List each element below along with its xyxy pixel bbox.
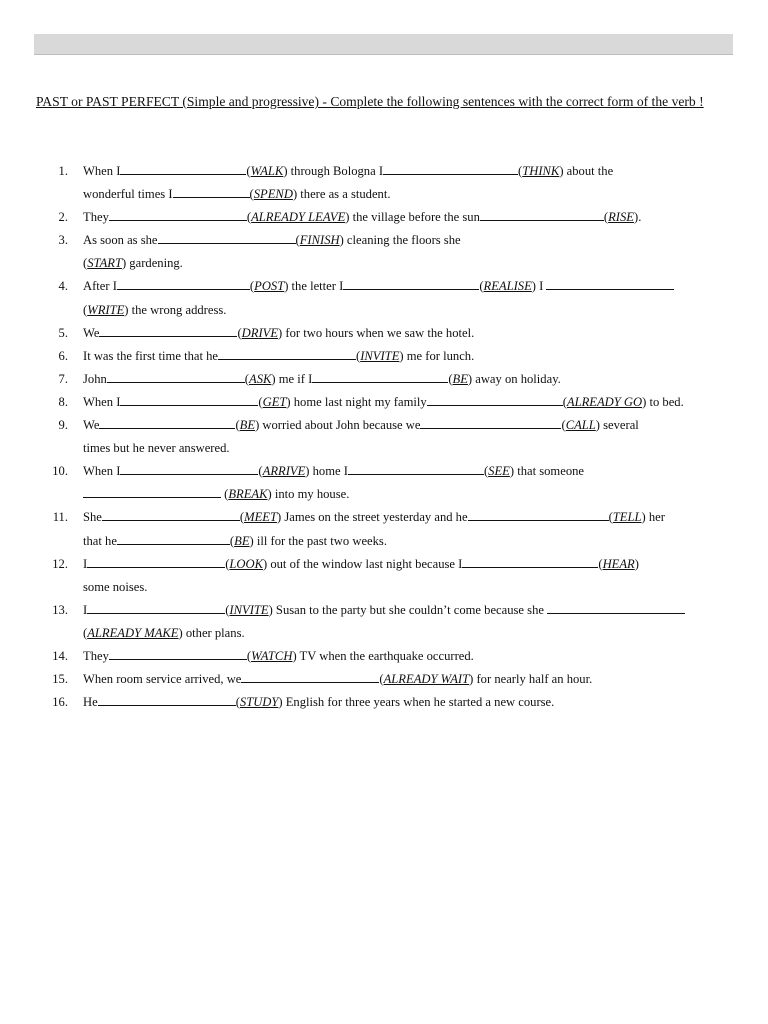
sentence-line	[0, 576, 768, 599]
sentence-text: (	[235, 418, 240, 433]
answer-blank[interactable]	[312, 370, 448, 383]
exercise-item	[0, 391, 768, 414]
sentence-text: ) for two hours when we saw the hotel.	[278, 325, 475, 340]
exercise-item	[0, 275, 768, 321]
answer-blank[interactable]	[102, 508, 240, 521]
sentence-text: (	[356, 348, 361, 363]
sentence-line	[0, 668, 768, 691]
sentence-text: (	[603, 210, 609, 225]
sentence-text: times but he never answered.	[83, 441, 230, 456]
verb-prompt: SEE	[488, 464, 510, 479]
exercise-item	[0, 460, 768, 506]
answer-blank[interactable]	[420, 416, 561, 429]
sentence-text: After I	[83, 279, 117, 294]
answer-blank[interactable]	[480, 208, 604, 221]
answer-blank[interactable]	[383, 162, 518, 175]
sentence-text: ) into my house.	[267, 487, 350, 502]
sentence-text: ) her	[641, 510, 665, 525]
sentence-text: (	[258, 394, 263, 409]
answer-blank[interactable]	[117, 277, 250, 290]
verb-prompt: BREAK	[228, 487, 268, 502]
sentence-text: (	[479, 279, 484, 294]
answer-blank[interactable]	[109, 208, 247, 221]
sentence-text: ) for nearly half an hour.	[469, 672, 593, 687]
verb-prompt: STUDY	[239, 695, 279, 710]
sentence-text: (	[246, 164, 251, 178]
sentence-text: (	[518, 164, 523, 178]
item-number: 4.	[58, 279, 68, 294]
sentence-text: ) there as a student.	[292, 187, 391, 202]
answer-blank[interactable]	[99, 324, 237, 337]
verb-prompt: ARRIVE	[262, 464, 306, 479]
instructions	[36, 92, 738, 112]
sentence-text: ) me if I	[271, 371, 313, 386]
answer-blank[interactable]	[241, 670, 379, 683]
sentence-text: (	[448, 371, 453, 386]
sentence-line	[0, 206, 768, 229]
verb-prompt: WATCH	[251, 648, 293, 663]
sentence-line	[0, 275, 768, 298]
verb-prompt: ALREADY GO	[566, 394, 643, 409]
sentence-text: We	[83, 418, 100, 433]
answer-blank[interactable]	[547, 601, 685, 614]
sentence-line	[0, 299, 768, 322]
item-number: 14.	[52, 648, 68, 663]
sentence-text: wonderful times I	[83, 187, 173, 202]
header-bar	[34, 34, 733, 55]
sentence-text: He	[83, 695, 98, 710]
sentence-line	[0, 483, 768, 506]
exercise-item	[0, 553, 768, 599]
answer-blank[interactable]	[546, 277, 674, 290]
verb-prompt: FINISH	[299, 233, 340, 248]
item-number: 5.	[58, 325, 68, 340]
sentence-text: (	[598, 556, 603, 571]
sentence-line	[0, 322, 768, 345]
sentence-text: ) the village before the sun	[345, 210, 480, 225]
item-number: 2.	[58, 210, 68, 225]
item-number: 6.	[58, 348, 68, 363]
sentence-text: ) TV when the earthquake occurred.	[292, 648, 474, 663]
exercise-item	[0, 414, 768, 460]
sentence-line	[0, 414, 768, 437]
verb-prompt: TELL	[612, 510, 642, 525]
sentence-text: ) me for lunch.	[399, 348, 475, 363]
sentence-line	[0, 460, 768, 483]
sentence-text: ) the wrong address.	[124, 302, 227, 317]
sentence-text: ) out of the window last night because I	[263, 556, 463, 571]
sentence-text: (	[295, 233, 300, 248]
item-number: 13.	[52, 602, 68, 617]
sentence-line	[0, 345, 768, 368]
sentence-text: ) Susan to the party but she couldn’t come because she	[268, 602, 548, 617]
sentence-text: (	[246, 648, 252, 663]
item-number: 3.	[58, 233, 68, 248]
sentence-line	[0, 506, 768, 529]
sentence-text: John	[83, 371, 107, 386]
verb-prompt: INVITE	[229, 602, 269, 617]
item-number: 16.	[52, 695, 68, 710]
sentence-text: ) worried about John because we	[255, 418, 421, 433]
answer-blank[interactable]	[158, 231, 296, 244]
sentence-text: (	[483, 464, 489, 479]
sentence-text: She	[83, 510, 102, 525]
sentence-text: When room service arrived, we	[83, 672, 242, 687]
sentence-text: ) several	[595, 418, 639, 433]
verb-prompt: RISE	[608, 210, 634, 225]
item-number: 15.	[52, 672, 68, 687]
sentence-text: (	[83, 625, 88, 640]
sentence-line	[0, 368, 768, 391]
sentence-text: (	[562, 394, 567, 409]
sentence-text: ) through Bologna I	[283, 164, 384, 178]
answer-blank[interactable]	[87, 555, 225, 568]
sentence-line	[0, 691, 768, 714]
sentence-line	[0, 645, 768, 668]
verb-prompt: WRITE	[87, 302, 125, 317]
sentence-text: It was the first time that he	[83, 348, 218, 363]
verb-prompt: HEAR	[602, 556, 635, 571]
exercise-item	[0, 368, 768, 391]
sentence-line	[0, 622, 768, 645]
answer-blank[interactable]	[218, 347, 356, 360]
verb-prompt: THINK	[522, 164, 560, 178]
verb-prompt: CALL	[565, 418, 596, 433]
sentence-line	[0, 229, 768, 252]
sentence-text: ) cleaning the floors she	[339, 233, 461, 248]
sentence-text: When I	[83, 394, 121, 409]
sentence-text: When I	[83, 164, 121, 178]
verb-prompt: MEET	[244, 510, 277, 525]
exercise-item	[0, 599, 768, 645]
exercise-item	[0, 229, 768, 275]
verb-prompt: ALREADY WAIT	[383, 672, 470, 687]
verb-prompt: INVITE	[360, 348, 400, 363]
sentence-text: (	[83, 256, 88, 271]
sentence-line	[0, 252, 768, 275]
sentence-text: (	[246, 210, 252, 225]
item-number: 11.	[52, 510, 68, 525]
sentence-line	[0, 391, 768, 414]
item-number: 7.	[58, 371, 68, 386]
answer-blank[interactable]	[120, 393, 258, 406]
sentence-text: (	[561, 418, 566, 433]
exercise-item	[0, 506, 768, 552]
verb-prompt: BE	[239, 418, 256, 433]
sentence-line	[0, 160, 768, 183]
verb-prompt: GET	[262, 394, 287, 409]
sentence-text: We	[83, 325, 100, 340]
answer-blank[interactable]	[348, 462, 484, 475]
sentence-text: (	[229, 533, 235, 548]
item-number: 1.	[58, 164, 68, 178]
exercise-item	[0, 645, 768, 668]
item-number: 12.	[52, 556, 68, 571]
answer-blank[interactable]	[468, 508, 609, 521]
sentence-text: ) home I	[305, 464, 348, 479]
sentence-line	[0, 530, 768, 553]
sentence-text: As soon as she	[83, 233, 158, 248]
item-number: 10.	[52, 464, 68, 479]
sentence-line	[0, 553, 768, 576]
exercise-item	[0, 345, 768, 368]
sentence-text: (	[225, 556, 230, 571]
answer-blank[interactable]	[343, 277, 479, 290]
answer-blank[interactable]	[173, 185, 250, 198]
answer-blank[interactable]	[109, 647, 247, 660]
answer-blank[interactable]	[120, 162, 246, 175]
verb-prompt: ALREADY LEAVE	[251, 210, 346, 225]
sentence-text: ) English for three years when he started a new course.	[278, 695, 555, 710]
sentence-text: (	[379, 672, 384, 687]
verb-prompt: SPEND	[253, 187, 293, 202]
answer-blank[interactable]	[87, 601, 225, 614]
answer-blank[interactable]	[83, 485, 221, 498]
verb-prompt: POST	[254, 279, 285, 294]
exercise-item	[0, 668, 768, 691]
verb-prompt: REALISE	[483, 279, 532, 294]
sentence-text: (	[258, 464, 263, 479]
answer-blank[interactable]	[117, 532, 230, 545]
verb-prompt: BE	[452, 371, 468, 386]
sentence-text: I	[83, 602, 88, 617]
sentence-text: )	[634, 556, 639, 571]
sentence-text: (	[221, 487, 229, 502]
sentence-line	[0, 437, 768, 460]
sentence-line	[0, 183, 768, 206]
sentence-text: (	[235, 695, 240, 710]
answer-blank[interactable]	[99, 416, 235, 429]
sentence-text: They	[83, 648, 109, 663]
verb-prompt: ASK	[249, 371, 272, 386]
sentence-text: ) about the	[559, 164, 614, 178]
sentence-text: ).	[634, 210, 642, 225]
answer-blank[interactable]	[427, 393, 563, 406]
sentence-text: (	[83, 302, 88, 317]
verb-prompt: DRIVE	[241, 325, 279, 340]
verb-prompt: BE	[234, 533, 250, 548]
sentence-text: (	[225, 602, 230, 617]
sentence-text: They	[83, 210, 109, 225]
answer-blank[interactable]	[107, 370, 245, 383]
sentence-text: that he	[83, 533, 117, 548]
sentence-text: (	[249, 279, 255, 294]
answer-blank[interactable]	[462, 555, 598, 568]
sentence-text: ) James on the street yesterday and he	[276, 510, 468, 525]
sentence-text: ) home last night my family	[286, 394, 427, 409]
sentence-text: ) the letter I	[284, 279, 344, 294]
sentence-text: (	[608, 510, 613, 525]
sentence-text: (	[239, 510, 245, 525]
item-number: 8.	[58, 394, 68, 409]
exercise-item	[0, 322, 768, 345]
verb-prompt: START	[87, 256, 122, 271]
exercise-item	[0, 160, 768, 206]
verb-prompt: WALK	[250, 164, 284, 178]
sentence-text: (	[237, 325, 242, 340]
sentence-text: (	[249, 187, 254, 202]
sentence-text: ) to bed.	[642, 394, 684, 409]
verb-prompt: ALREADY MAKE	[87, 625, 179, 640]
answer-blank[interactable]	[98, 693, 236, 706]
sentence-text: ) other plans.	[178, 625, 245, 640]
sentence-text: When I	[83, 464, 121, 479]
sentence-line	[0, 599, 768, 622]
sentence-text: some noises.	[83, 579, 148, 594]
exercise-item	[0, 206, 768, 229]
sentence-text: ) ill for the past two weeks.	[249, 533, 387, 548]
instructions-text: PAST or PAST PERFECT (Simple and progressive) - Complete the following sentences with the correct form of the verb !	[36, 94, 704, 109]
verb-prompt: LOOK	[229, 556, 263, 571]
item-number: 9.	[58, 418, 68, 433]
sentence-text: ) I	[531, 279, 547, 294]
sentence-text: I	[83, 556, 88, 571]
sentence-text: ) that someone	[509, 464, 585, 479]
answer-blank[interactable]	[120, 462, 258, 475]
exercise-list	[0, 160, 768, 714]
sentence-text: ) gardening.	[121, 256, 183, 271]
exercise-item	[0, 691, 768, 714]
sentence-text: (	[244, 371, 249, 386]
sentence-text: ) away on holiday.	[467, 371, 561, 386]
